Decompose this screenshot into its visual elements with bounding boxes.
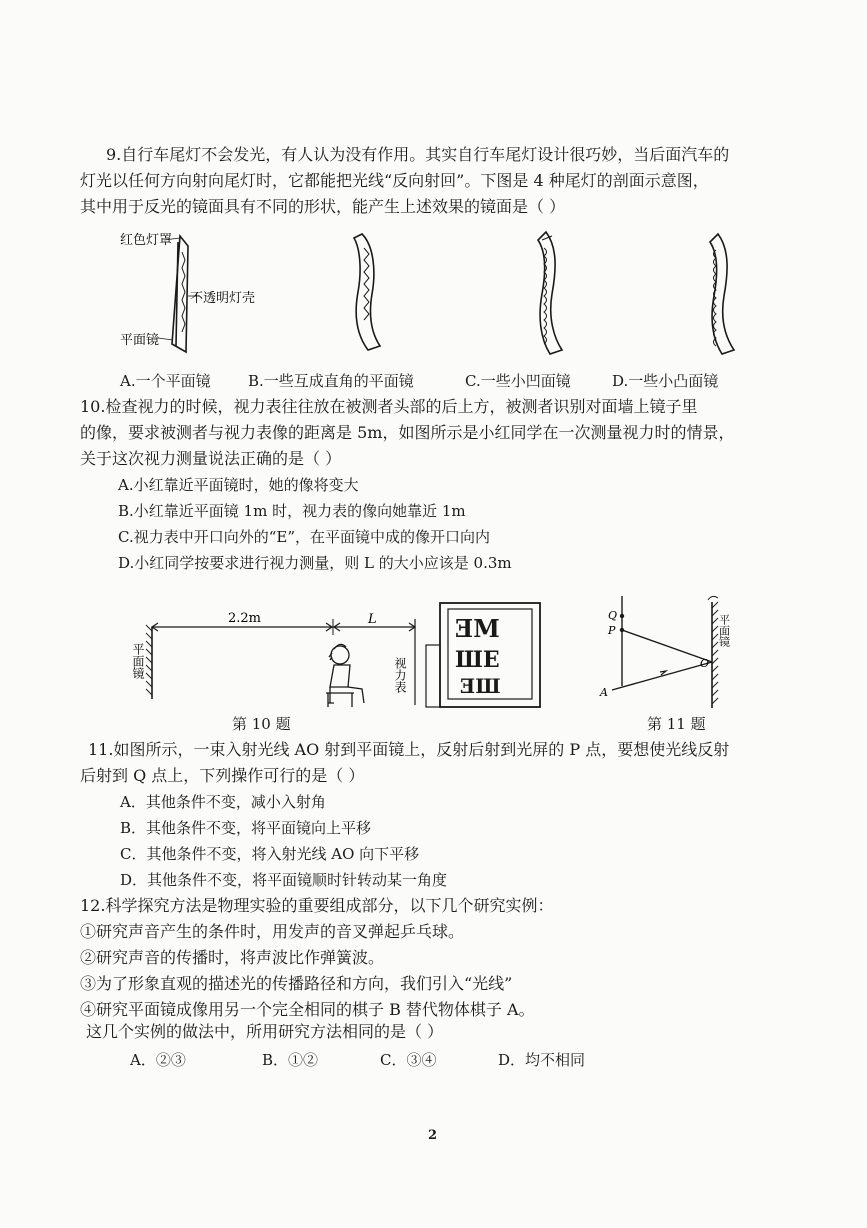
q10-l-label: L xyxy=(368,612,377,627)
lamp-2-right-angle-mirrors xyxy=(354,234,380,350)
q12-option-a: A．②③ xyxy=(130,1051,186,1069)
q9-option-c: C.一些小凹面镜 xyxy=(465,372,571,390)
q12-option-c: C．③④ xyxy=(380,1051,437,1069)
q12-option-d: D．均不相同 xyxy=(498,1051,586,1069)
q9-option-b: B.一些互成直角的平面镜 xyxy=(248,372,414,390)
point-p-label: P xyxy=(608,624,616,637)
q10-line-1: 10.检查视力的时候，视力表往往放在被测者头部的后上方，被测者识别对面墙上镜子里 xyxy=(80,397,698,416)
q9-line-3: 其中用于反光的镜面具有不同的形状，能产生上述效果的镜面是（ ） xyxy=(80,197,566,216)
label-opaque-shell: 不透明灯壳 xyxy=(190,291,256,306)
q12-option-b: B．①② xyxy=(262,1051,319,1069)
q10-figure xyxy=(130,595,560,715)
label-plane-mirror: 平面镜 xyxy=(120,333,160,348)
point-q-label: Q xyxy=(608,609,618,622)
q10-option-b: B.小红靠近平面镜 1m 时，视力表的像向她靠近 1m xyxy=(118,502,466,520)
q11-line-1: 11.如图所示，一束入射光线 AO 射到平面镜上，反射后射到光屏的 P 点，要想使光线反射 xyxy=(88,740,730,759)
q9-line-1: 9.自行车尾灯不会发光，有人认为没有作用。其实自行车尾灯设计很巧妙，当后面汽车的 xyxy=(106,145,730,164)
q10-chart-label: 视力表 xyxy=(393,657,407,693)
q9-option-a: A.一个平面镜 xyxy=(120,372,211,390)
svg-text:ШЕ: ШЕ xyxy=(455,647,500,673)
label-red-cover: 红色灯罩 xyxy=(120,233,173,248)
person-icon xyxy=(326,644,364,707)
q10-caption: 第 10 题 xyxy=(232,715,291,733)
vision-chart-e-symbols xyxy=(455,614,501,698)
q12-line-6: 这几个实例的做法中，所用研究方法相同的是（ ） xyxy=(86,1022,444,1041)
q11-option-a: A．其他条件不变，减小入射角 xyxy=(120,793,326,811)
svg-text:ƎM: ƎM xyxy=(455,614,500,643)
point-a-label: A xyxy=(600,686,608,699)
q12-line-5: ④研究平面镜成像用另一个完全相同的棋子 B 替代物体棋子 A。 xyxy=(80,1000,535,1019)
lamp-3-concave-mirrors xyxy=(538,232,562,354)
svg-text:ƎШ: ƎШ xyxy=(460,674,501,698)
q9-line-2: 灯光以任何方向射向尾灯时，它都能把光线“反向射回”。下图是 4 种尾灯的剖面示意图， xyxy=(80,171,709,190)
page-number: 2 xyxy=(428,1128,438,1143)
incident-ray-ao xyxy=(612,662,712,690)
q11-mirror-label: 平面镜 xyxy=(717,614,731,647)
q12-line-3: ②研究声音的传播时，将声波比作弹簧波。 xyxy=(80,948,385,967)
q10-option-d: D.小红同学按要求进行视力测量，则 L 的大小应该是 0.3m xyxy=(118,554,512,572)
lamp-4-convex-mirrors xyxy=(710,234,734,354)
q9-option-d: D.一些小凸面镜 xyxy=(612,372,719,390)
q11-option-c: C．其他条件不变，将入射光线 AO 向下平移 xyxy=(120,845,420,863)
reflected-ray-op xyxy=(622,630,712,662)
q10-line-2: 的像，要求被测者与视力表像的距离是 5m，如图所示是小红同学在一次测量视力时的情景， xyxy=(80,423,735,442)
q9-figure xyxy=(110,222,770,362)
q12-line-4: ③为了形象直观的描述光的传播路径和方向，我们引入“光线” xyxy=(80,974,513,993)
q11-option-b: B．其他条件不变，将平面镜向上平移 xyxy=(120,819,372,837)
q10-option-c: C.视力表中开口向外的“E”，在平面镜中成的像开口向内 xyxy=(118,528,490,546)
q10-mirror-label: 平面镜 xyxy=(131,643,145,679)
q10-distance-label: 2.2m xyxy=(228,611,262,626)
q11-caption: 第 11 题 xyxy=(647,715,706,733)
q11-figure xyxy=(590,592,770,714)
q12-line-2: ①研究声音产生的条件时，用发声的音叉弹起乒乓球。 xyxy=(80,922,465,941)
q11-option-d: D．其他条件不变，将平面镜顺时针转动某一角度 xyxy=(120,871,448,889)
point-o-label: O xyxy=(700,657,710,670)
q11-line-2: 后射到 Q 点上，下列操作可行的是（ ） xyxy=(80,766,365,785)
q12-line-1: 12.科学探究方法是物理实验的重要组成部分，以下几个研究实例： xyxy=(80,896,554,915)
q10-option-a: A.小红靠近平面镜时，她的像将变大 xyxy=(118,476,359,494)
q10-line-3: 关于这次视力测量说法正确的是（ ） xyxy=(80,449,342,468)
